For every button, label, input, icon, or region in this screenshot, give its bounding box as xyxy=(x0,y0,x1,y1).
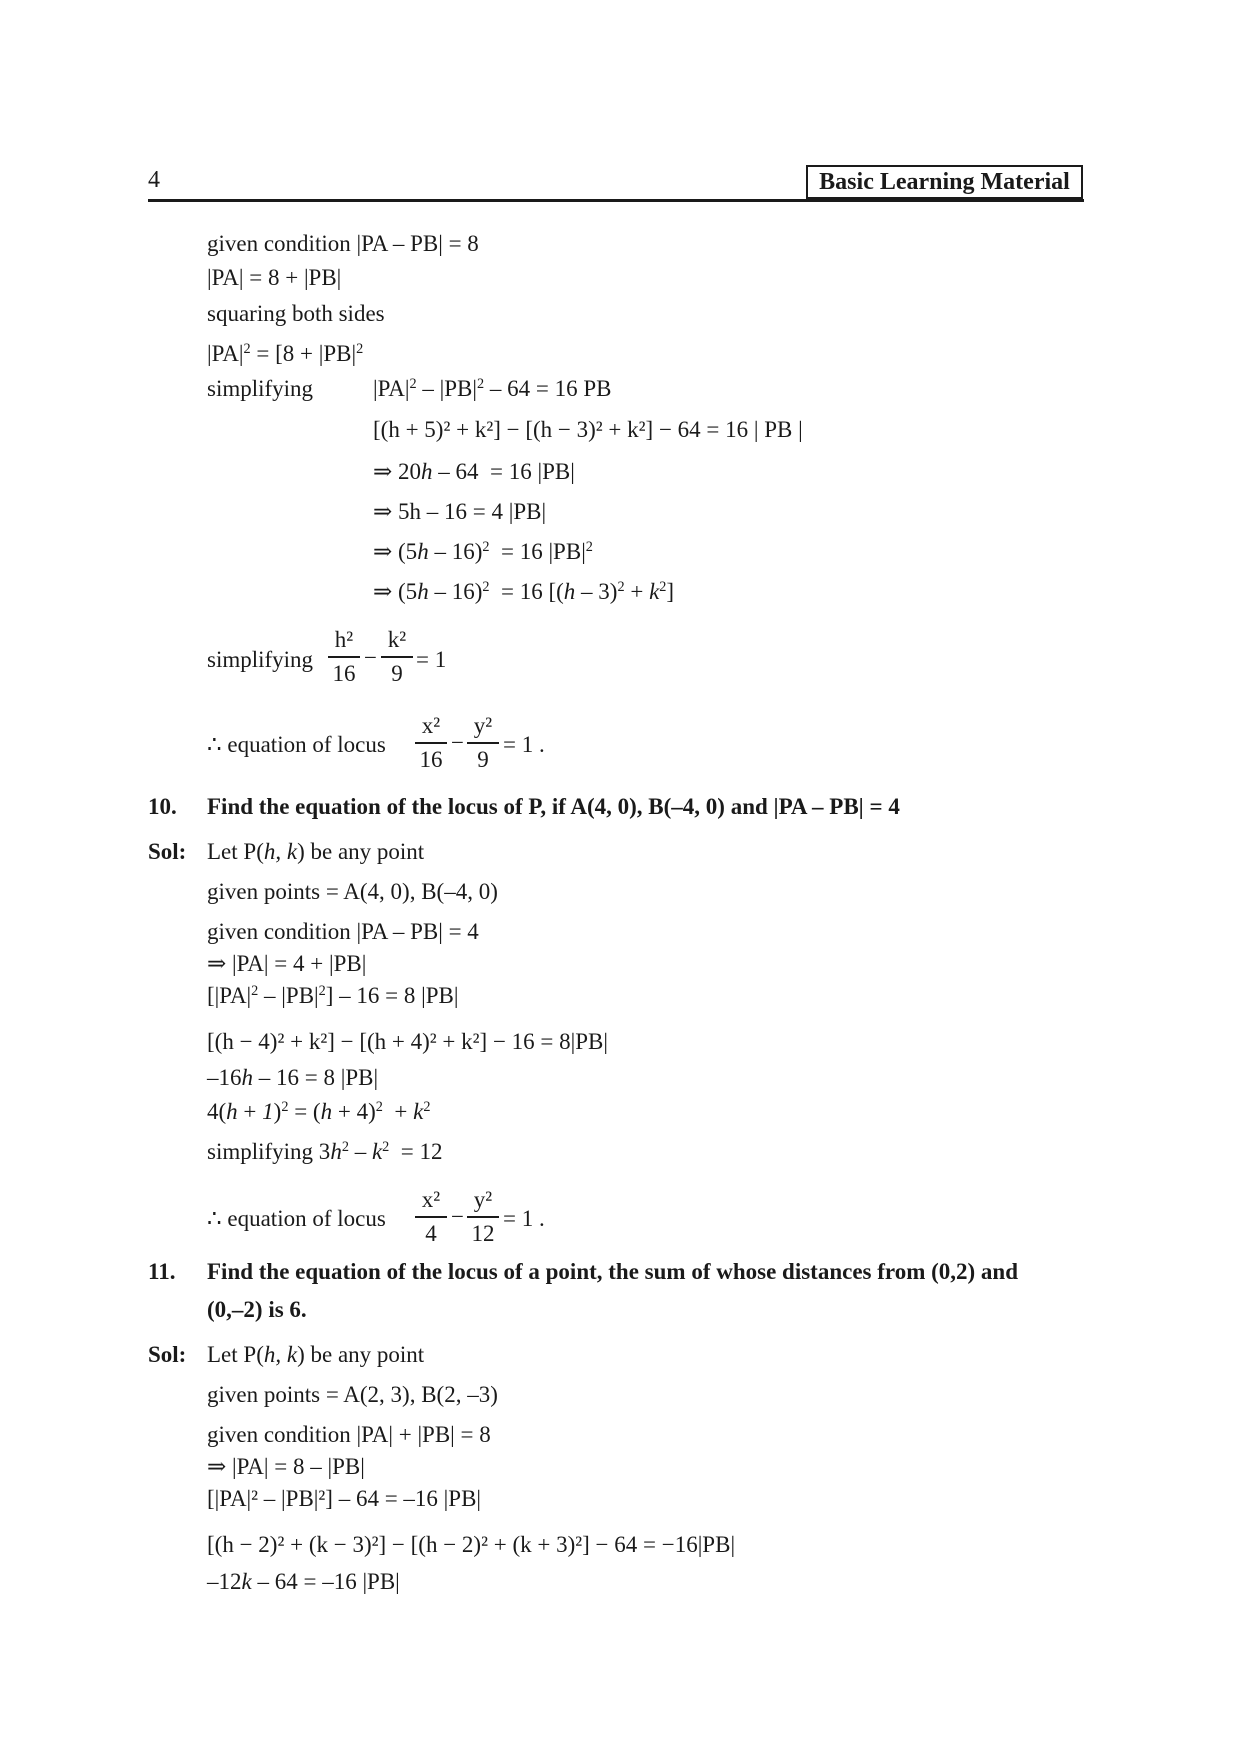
text-line: given points = A(4, 0), B(–4, 0) xyxy=(207,879,498,904)
text-line: Let P(h, k) be any point xyxy=(207,1342,425,1367)
equation-line: $[|PA|^2 - |PB|^2] - 16 = 8$ |PB| xyxy=(207,983,459,1008)
equation-line: $4(h + 1)^2 = (h + 4)^2 + k^2$ xyxy=(207,1099,431,1124)
question-number: 10. xyxy=(148,794,177,819)
equals-one: = 1 xyxy=(416,647,447,672)
text-line: |PA| = 8 + |PB| xyxy=(207,265,342,290)
equation-line: –16h – 16 = 8 |PB| xyxy=(207,1065,379,1090)
question-text: Find the equation of the locus of a point, the sum of whose distances from (0,2) and xyxy=(207,1259,1019,1284)
equation-line: ⇒ 20h – 64 = 16 |PB| xyxy=(373,459,575,484)
text-line: simplifying xyxy=(207,647,314,672)
equation-line: $|PA|^2 = [8 + |PB|^2$ xyxy=(207,341,364,366)
equation-line: ⇒ (5h – 16)$^2$ = 16 $|PB|^2$ xyxy=(373,539,593,564)
equation-line: [(h − 4)² + k²] − [(h + 4)² + k²] − 16 = 8|PB| xyxy=(207,1029,608,1054)
equals-one: = 1 . xyxy=(503,1206,545,1231)
header-rule xyxy=(148,199,1084,202)
equation-line: [(h − 2)² + (k − 3)²] − [(h − 2)² + (k + 3)²] − 64 = −16|PB| xyxy=(207,1532,736,1557)
equation-line: ⇒ |PA| = 4 + |PB| xyxy=(207,951,367,976)
text-line: given points = A(2, 3), B(2, –3) xyxy=(207,1382,498,1407)
question-number: 11. xyxy=(148,1259,176,1284)
equation-line: ⇒ 5h – 16 = 4 |PB| xyxy=(373,499,547,524)
sol-label: Sol: xyxy=(148,1342,187,1367)
minus-sign: − xyxy=(451,1204,464,1229)
equation-line: [(h + 5)² + k²] − [(h − 3)² + k²] − 64 = 16 | PB | xyxy=(373,417,803,442)
header-title: Basic Learning Material xyxy=(806,165,1083,199)
equation-line: [|PA|² – |PB|²] – 64 = –16 |PB| xyxy=(207,1486,482,1511)
minus-sign: − xyxy=(364,645,377,670)
equation-line: ⇒ (5h – 16)$^2$ = 16 $[(h - 3)^2 + k^2]$ xyxy=(373,579,675,604)
equation-line: $|PA|^2 - |PB|^2 - 64 = 16$ PB xyxy=(373,376,612,401)
text-line: Let P(h, k) be any point xyxy=(207,839,425,864)
text-line: ∴ equation of locus xyxy=(207,1206,386,1231)
sol-label: Sol: xyxy=(148,839,187,864)
text-line: ∴ equation of locus xyxy=(207,732,386,757)
question-text: Find the equation of the locus of P, if A(4, 0), B(–4, 0) and |PA – PB| = 4 xyxy=(207,794,900,819)
equation-line: –12k – 64 = –16 |PB| xyxy=(207,1569,400,1594)
page-number: 4 xyxy=(148,167,160,193)
text-line: given condition |PA – PB| = 8 xyxy=(207,231,479,256)
text-line: given condition |PA| + |PB| = 8 xyxy=(207,1422,491,1447)
question-text: (0,–2) is 6. xyxy=(207,1297,307,1322)
equals-one: = 1 . xyxy=(503,732,545,757)
text-line: squaring both sides xyxy=(207,301,385,326)
equation-line: ⇒ |PA| = 8 – |PB| xyxy=(207,1454,365,1479)
text-line: given condition |PA – PB| = 4 xyxy=(207,919,479,944)
text-line: simplifying xyxy=(207,376,314,401)
equation-line: simplifying $3h^2 - k^2 = 12$ xyxy=(207,1139,443,1164)
minus-sign: − xyxy=(451,730,464,755)
